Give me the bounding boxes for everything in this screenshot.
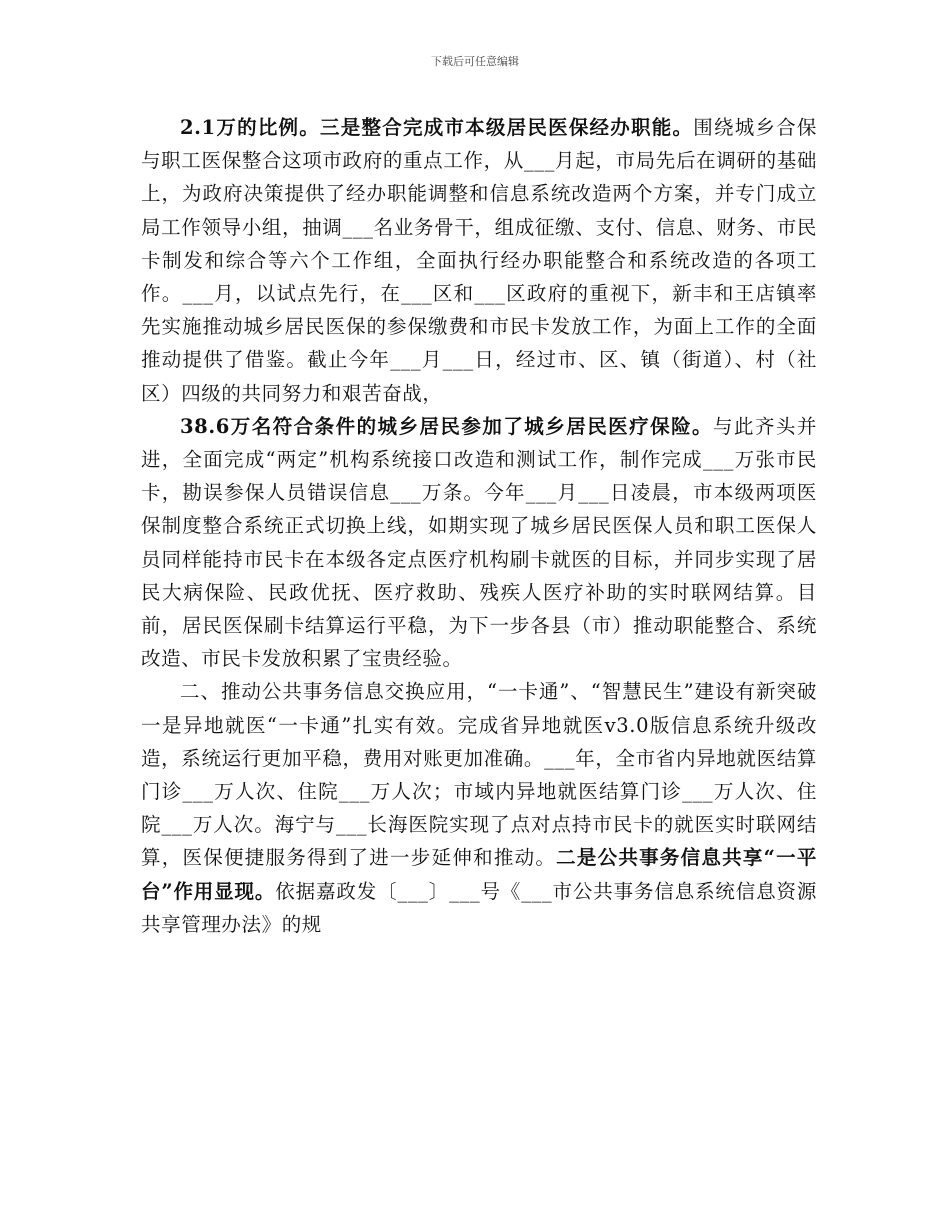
bold-run: 2.1万的比例。三是整合完成市本级居民医保经办职能。 xyxy=(180,116,694,139)
bold-run: 38.6万名符合条件的城乡居民参加了城乡居民医疗保险。 xyxy=(180,414,714,438)
paragraph-2 xyxy=(141,410,817,676)
paragraph-3 xyxy=(141,675,817,941)
paragraph-1 xyxy=(141,111,817,410)
text-run: 围绕城乡合保与职工医保整合这项市政府的重点工作，从___月起，市局先后在调研的基础上，为政府决策提供了经办职能调整和信息系统改造两个方案，并专门成立局工作领导小组，抽调___名业务骨干，组成征缴、支付、信息、财务、市民卡制发和综合等六个工作组，全面执行经办职能整合和系统改造的各项工作。___月，以试点先行，在___区和___区政府的重视下，新丰和王店镇率先实施推动城乡居民医保的参保缴费和市民卡发放工作，为面上工作的全面推动提供了借鉴。截止今年___月___日，经过市、区、镇（街道）、村（社区）四级的共同努力和艰苦奋战， xyxy=(141,116,818,405)
text-run: 二、推动公共事务信息交换应用，“一卡通”、“智慧民生”建设有新突破一是异地就医“一卡通”扎实有效。完成省异地就医v3.0版信息系统升级改造，系统运行更加平稳，费用对账更加准确。___年，全市省内异地就医结算门诊___万人次、住院___万人次；市域内异地就医结算门诊___万人次、住院___万人次。海宁与___长海医院实现了点对点持市民卡的就医实时联网结算，医保便捷服务得到了进一步延伸和推动。 xyxy=(141,680,817,870)
bold-run: 二是公共事务信息共享“一平台”作用显现。 xyxy=(141,846,817,903)
page-header: 下载后可任意编辑 xyxy=(431,55,519,68)
text-run: 与此齐头并进，全面完成“两定”机构系统接口改造和测试工作，制作完成___万张市民卡，勘误参保人员错误信息___万条。今年___月___日凌晨，市本级两项医保制度整合系统正式切换上线，如期实现了城乡居民医保人员和职工医保人员同样能持市民卡在本级各定点医疗机构刷卡就医的目标，并同步实现了居民大病保险、民政优抚、医疗救助、残疾人医疗补助的实时联网结算。目前，居民医保刷卡结算运行平稳，为下一步各县（市）推动职能整合、系统改造、市民卡发放积累了宝贵经验。 xyxy=(141,414,817,671)
text-run: 依据嘉政发〔___〕___号《___市公共事务信息系统信息资源共享管理办法》的规 xyxy=(141,879,817,936)
document-body xyxy=(141,111,817,941)
